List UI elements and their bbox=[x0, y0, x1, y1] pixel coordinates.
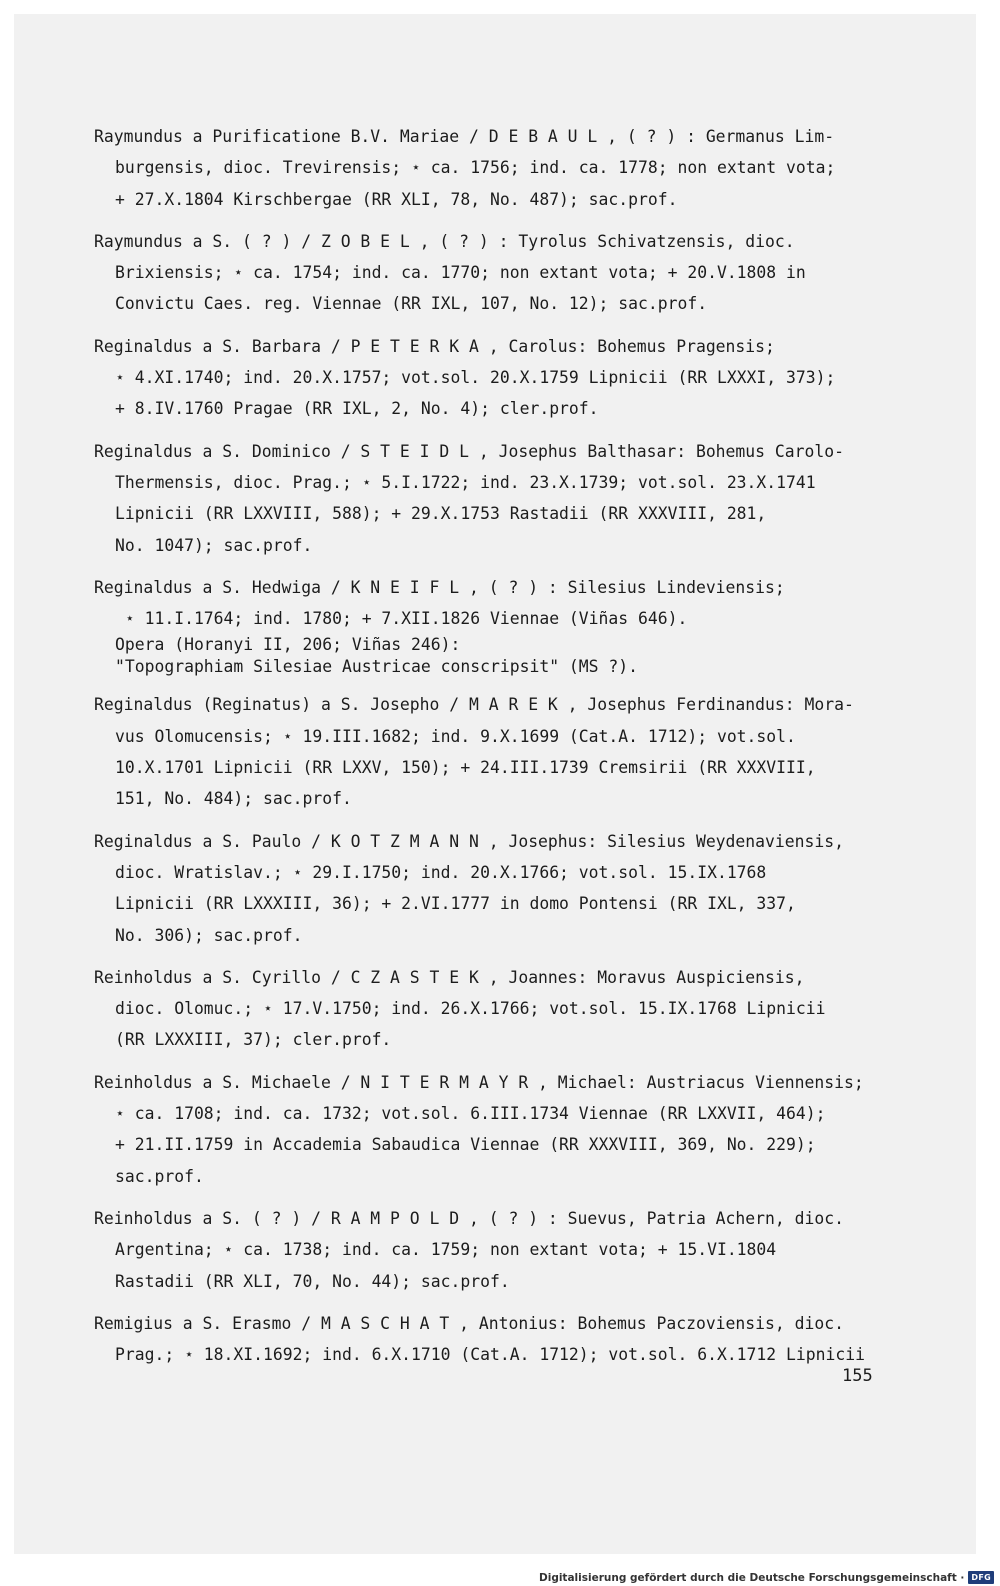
entry-heading-line: Raymundus a Purificatione B.V. Mariae / D E B A U L , ( ? ) : Germanus Lim- bbox=[94, 127, 835, 146]
biography-entry bbox=[94, 226, 914, 320]
biography-entry bbox=[94, 436, 914, 561]
biography-entry bbox=[94, 689, 914, 814]
entry-text-line: burgensis, dioc. Trevirensis; ⋆ ca. 1756; ind. ca. 1778; non extant vota; bbox=[115, 158, 836, 178]
scanned-page bbox=[14, 14, 976, 1554]
entry-text-line: sac.prof. bbox=[115, 1166, 204, 1186]
entry-text-line: Opera (Horanyi II, 206; Viñas 246): bbox=[115, 635, 461, 655]
entry-text-line: 10.X.1701 Lipnicii (RR LXXV, 150); + 24.III.1739 Cremsirii (RR XXXVIII, bbox=[115, 758, 816, 778]
entry-heading-line: Raymundus a S. ( ? ) / Z O B E L , ( ? ) : Tyrolus Schivatzensis, dioc. bbox=[94, 231, 795, 251]
biography-entry bbox=[94, 1308, 914, 1371]
entry-text-line: Argentina; ⋆ ca. 1738; ind. ca. 1759; non extant vota; + 15.VI.1804 bbox=[115, 1240, 777, 1260]
entry-text-line: Lipnicii (RR LXXVIII, 588); + 29.X.1753 Rastadii (RR XXXVIII, 281, bbox=[115, 504, 767, 524]
entry-text-line: ⋆ 4.XI.1740; ind. 20.X.1757; vot.sol. 20.X.1759 Lipnicii (RR LXXXI, 373); bbox=[115, 368, 836, 388]
biography-entry bbox=[94, 331, 914, 425]
entry-text-line: + 8.IV.1760 Pragae (RR IXL, 2, No. 4); cler.prof. bbox=[115, 399, 599, 419]
entry-heading-line: Reginaldus (Reginatus) a S. Josepho / M A R E K , Josephus Ferdinandus: Mora- bbox=[94, 695, 854, 715]
entry-text-line: ⋆ ca. 1708; ind. ca. 1732; vot.sol. 6.III.1734 Viennae (RR LXXVII, 464); bbox=[115, 1104, 826, 1124]
biography-entry bbox=[94, 1203, 914, 1297]
entry-text-line: + 21.II.1759 in Accademia Sabaudica Viennae (RR XXXVIII, 369, No. 229); bbox=[115, 1135, 816, 1155]
entry-text-line: (RR LXXXIII, 37); cler.prof. bbox=[115, 1030, 392, 1050]
entry-heading-line: Reinholdus a S. Cyrillo / C Z A S T E K , Joannes: Moravus Auspiciensis, bbox=[94, 967, 805, 987]
biography-entry bbox=[94, 962, 914, 1056]
biography-entry bbox=[94, 826, 914, 951]
entry-text-line: vus Olomucensis; ⋆ 19.III.1682; ind. 9.X.1699 (Cat.A. 1712); vot.sol. bbox=[115, 726, 796, 746]
entry-text-line: dioc. Olomuc.; ⋆ 17.V.1750; ind. 26.X.1766; vot.sol. 15.IX.1768 Lipnicii bbox=[115, 999, 826, 1019]
footer bbox=[539, 1571, 994, 1584]
entry-text-line: dioc. Wratislav.; ⋆ 29.I.1750; ind. 20.X.1766; vot.sol. 15.IX.1768 bbox=[115, 862, 767, 882]
entry-heading-line: Reginaldus a S. Dominico / S T E I D L , Josephus Balthasar: Bohemus Carolo- bbox=[94, 441, 844, 461]
biography-entry bbox=[94, 121, 914, 215]
page-number: 155 bbox=[842, 1366, 873, 1386]
entry-text-line: Brixiensis; ⋆ ca. 1754; ind. ca. 1770; non extant vota; + 20.V.1808 in bbox=[115, 263, 806, 283]
entry-heading-line: Reginaldus a S. Paulo / K O T Z M A N N , Josephus: Silesius Weydenaviensis, bbox=[94, 831, 844, 851]
entry-heading-line: Reginaldus a S. Barbara / P E T E R K A , Carolus: Bohemus Pragensis; bbox=[94, 336, 775, 356]
entry-text-line: ⋆ 11.I.1764; ind. 1780; + 7.XII.1826 Viennae (Viñas 646). bbox=[115, 609, 688, 629]
entry-text-line: Thermensis, dioc. Prag.; ⋆ 5.I.1722; ind. 23.X.1739; vot.sol. 23.X.1741 bbox=[115, 472, 816, 492]
biography-entry bbox=[94, 572, 914, 679]
entry-text-line: Convictu Caes. reg. Viennae (RR IXL, 107, No. 12); sac.prof. bbox=[115, 294, 708, 314]
entry-text-line: Lipnicii (RR LXXXIII, 36); + 2.VI.1777 in domo Pontensi (RR IXL, 337, bbox=[115, 894, 796, 914]
entry-heading-line: Remigius a S. Erasmo / M A S C H A T , Antonius: Bohemus Paczoviensis, dioc. bbox=[94, 1313, 844, 1333]
entry-heading-line: Reginaldus a S. Hedwiga / K N E I F L , ( ? ) : Silesius Lindeviensis; bbox=[94, 577, 785, 597]
entry-text-line: Prag.; ⋆ 18.XI.1692; ind. 6.X.1710 (Cat.A. 1712); vot.sol. 6.X.1712 Lipnicii bbox=[115, 1345, 865, 1365]
entries-list bbox=[94, 121, 914, 1381]
entry-text-line: 151, No. 484); sac.prof. bbox=[115, 789, 352, 809]
dfg-logo: DFG bbox=[968, 1571, 994, 1584]
entry-text-line: + 27.X.1804 Kirschbergae (RR XLI, 78, No. 487); sac.prof. bbox=[115, 189, 678, 209]
biography-entry bbox=[94, 1067, 914, 1192]
entry-text-line: "Topographiam Silesiae Austricae conscripsit" (MS ?). bbox=[115, 657, 639, 677]
footer-text: Digitalisierung gefördert durch die Deutsche Forschungsgemeinschaft · bbox=[539, 1571, 965, 1584]
entry-text-line: No. 1047); sac.prof. bbox=[115, 535, 313, 555]
entry-text-line: Rastadii (RR XLI, 70, No. 44); sac.prof. bbox=[115, 1271, 510, 1291]
entry-text-line: No. 306); sac.prof. bbox=[115, 925, 303, 945]
entry-heading-line: Reinholdus a S. Michaele / N I T E R M A Y R , Michael: Austriacus Viennensis; bbox=[94, 1072, 864, 1092]
entry-heading-line: Reinholdus a S. ( ? ) / R A M P O L D , ( ? ) : Suevus, Patria Achern, dioc. bbox=[94, 1208, 844, 1228]
